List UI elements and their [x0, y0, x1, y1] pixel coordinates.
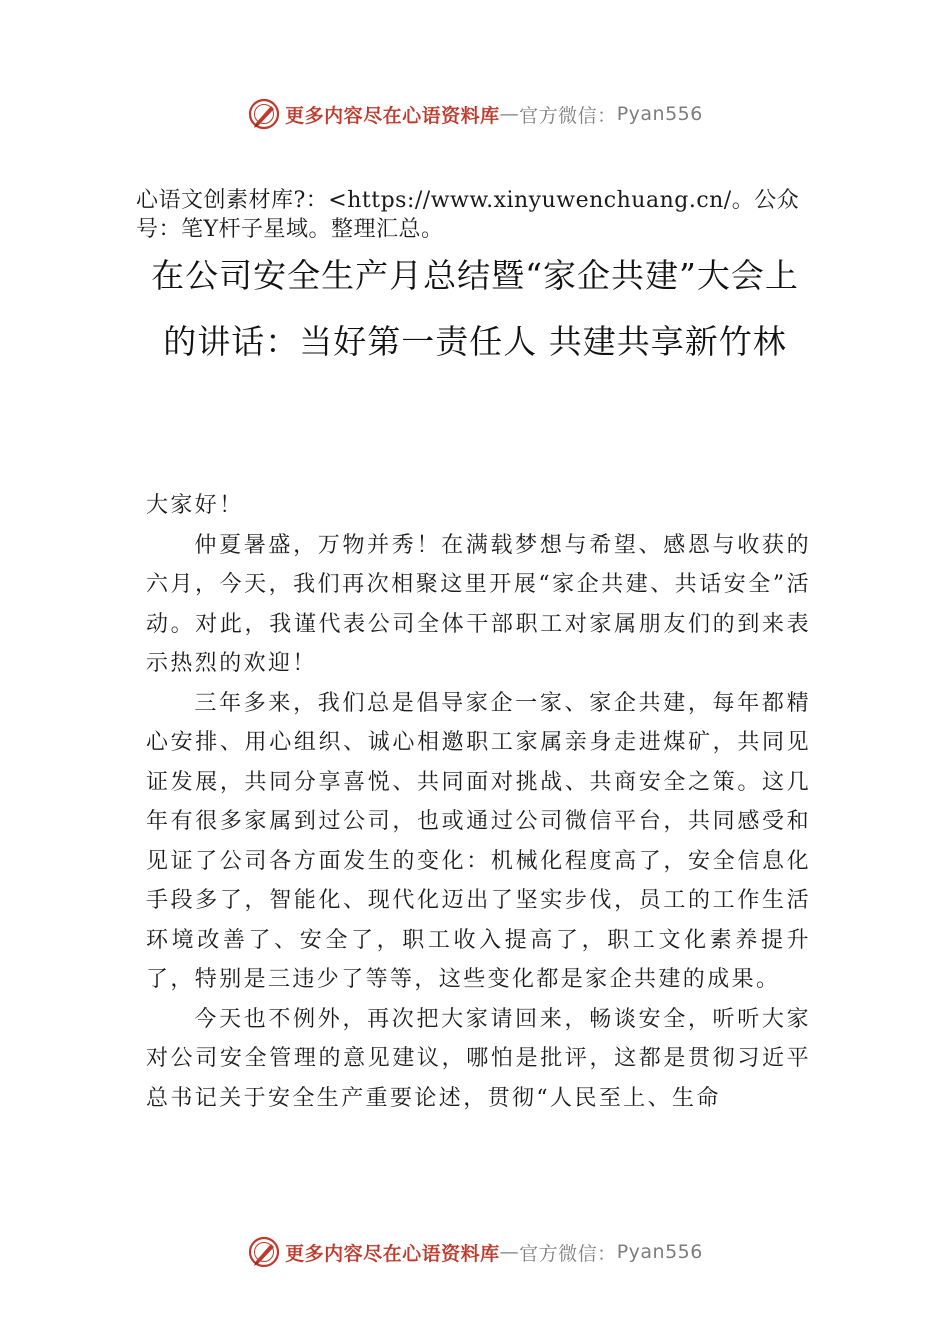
footer-gray-text: 官方微信： [519, 1242, 617, 1265]
pen-logo-icon [247, 97, 281, 131]
footer-banner [0, 1232, 950, 1272]
banner-gray-text: 官方微信： [519, 104, 617, 127]
banner-wechat-id: Pyan556 [616, 103, 703, 125]
header-banner [0, 94, 950, 134]
paragraph-1: 仲夏暑盛，万物并秀！在满载梦想与希望、感恩与收获的六月，今天，我们再次相聚这里开展“家企共建、共话安全”活动。对此，我谨代表公司全体干部职工对家属朋友们的到来表示热烈的欢迎！ [146, 532, 811, 676]
footer-red-text: 更多内容尽在心语资料库 [285, 1242, 500, 1265]
banner-dash: — [499, 103, 520, 125]
document-body [146, 486, 811, 1118]
footer-dash: — [499, 1241, 520, 1263]
document-title: 在公司安全生产月总结暨“家企共建”大会上的讲话：当好第一责任人 共建共享新竹林 [151, 256, 799, 361]
paragraph-2: 三年多来，我们总是倡导家企一家、家企共建，每年都精心安排、用心组织、诚心相邀职工家属亲身走进煤矿，共同见证发展，共同分享喜悦、共同面对挑战、共商安全之策。这几年有很多家属到过公司，也或通过公司微信平台，共同感受和见证了公司各方面发生的变化：机械化程度高了，安全信息化手段多了，智能化、现代化迈出了坚实步伐，员工的工作生活环境改善了、安全了，职工收入提高了，职工文化素养提升了，特别是三违少了等等，这些变化都是家企共建的成果。 [146, 690, 811, 992]
greeting: 大家好！ [146, 493, 244, 518]
pen-logo-icon [247, 1235, 281, 1269]
banner-red-text: 更多内容尽在心语资料库 [285, 104, 500, 127]
paragraph-3: 今天也不例外，再次把大家请回来，畅谈安全，听听大家对公司安全管理的意见建议，哪怕是批评，这都是贯彻习近平总书记关于安全生产重要论述，贯彻“人民至上、生命 [146, 1006, 811, 1111]
source-note: 心语文创素材库?：<https://www.xinyuwenchuang.cn/。公众号：笔Y杆子星域。整理汇总。 [136, 188, 800, 242]
footer-wechat-id: Pyan556 [616, 1241, 703, 1263]
